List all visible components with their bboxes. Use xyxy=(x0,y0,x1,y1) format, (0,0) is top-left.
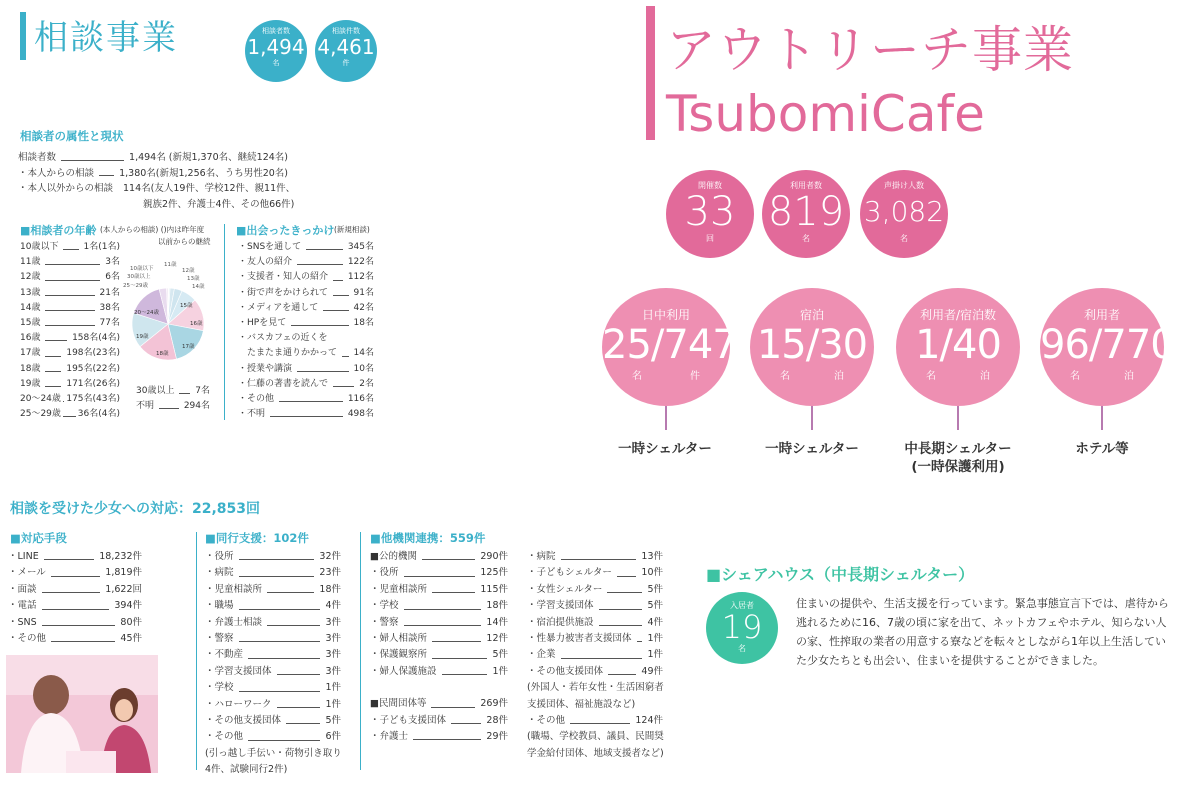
long-term-circle: 利用者/宿泊数 1/40 名 泊 xyxy=(896,288,1020,406)
trigger-row: ・その他 116名 xyxy=(238,394,374,405)
accompany-row: ・その他 6件 xyxy=(205,731,341,743)
consultation-photo xyxy=(6,655,158,773)
pie-label-14: 14歳 xyxy=(192,284,205,290)
trigger-row: ・バスカフェの近くを xyxy=(238,333,328,344)
means-row: ・電話 394件 xyxy=(8,600,142,612)
coop-row: ・企業 1件 xyxy=(527,649,663,661)
coop-row: ・警察 14件 xyxy=(370,616,508,628)
age-extra xyxy=(136,384,210,414)
accompany-row: ・不動産 3件 xyxy=(205,649,341,661)
accompany-row: ・児童相談所 18件 xyxy=(205,583,341,595)
trigger-row: ・不明 498名 xyxy=(238,409,374,420)
accompany-row: ・ハローワーク 1件 xyxy=(205,698,341,710)
means-row: ・その他 45件 xyxy=(8,633,142,645)
means-row: ・LINE 18,232件 xyxy=(8,551,142,562)
coop-list-right xyxy=(527,549,663,762)
connector-line xyxy=(1101,406,1103,430)
response-title: 相談を受けた少女への対応：22,853回 xyxy=(10,501,261,517)
means-row: ・SNS 80件 xyxy=(8,616,142,628)
coop-row: ・学校 18件 xyxy=(370,600,508,612)
coop-row: ・保護観察所 5件 xyxy=(370,649,508,661)
age-row: 25〜29歳 36名(4名) xyxy=(20,409,120,420)
coop-row: ・宿泊提供施設 4件 xyxy=(527,616,663,628)
attr-list xyxy=(18,150,296,212)
coop-list-left xyxy=(370,549,508,745)
age-row: 30歳以上 7名 xyxy=(136,386,210,396)
coop-row: ・学習支援団体 5件 xyxy=(527,600,663,612)
attr-row: 相談者数 1,494名 (新規1,370名、継続124名) xyxy=(18,152,288,163)
age-pie-chart xyxy=(120,258,220,378)
attr-title: 相談者の属性と現状 xyxy=(20,129,124,143)
means-list xyxy=(8,549,142,647)
pie-label-18: 18歳 xyxy=(156,351,169,357)
age-row: 13歳 21名 xyxy=(20,287,120,298)
trigger-row: ・HPを見て 18名 xyxy=(238,318,374,329)
accompany-list xyxy=(205,549,341,779)
divider xyxy=(224,224,225,420)
consult-stat-cases: 相談件数 4,461 件 xyxy=(315,20,377,82)
daytime-use-circle: 日中利用 25/747 名 件 xyxy=(602,288,730,406)
pie-label-13: 13歳 xyxy=(187,276,200,282)
age-row: 20〜24歳 175名(43名) xyxy=(20,394,120,405)
coop-note: 学金給付団体、地域支援者など) xyxy=(527,747,664,759)
pie-label-19: 19歳 xyxy=(136,334,149,340)
coop-title: ■他機関連携：559件 xyxy=(370,531,486,545)
pie-label-2024: 20〜24歳 xyxy=(134,310,159,316)
coop-row: ・その他支援団体 49件 xyxy=(527,665,663,677)
age-row: 16歳 158名(4名) xyxy=(20,333,120,344)
trigger-list xyxy=(238,240,374,422)
coop-row: ・弁護士 29件 xyxy=(370,731,508,743)
pie-label-30: 30歳以上 xyxy=(127,274,151,280)
outreach-stat-users: 利用者数 819 名 xyxy=(762,170,850,258)
age-row: 12歳 6名 xyxy=(20,272,120,283)
coop-row: ・婦人相談所 12件 xyxy=(370,633,508,645)
coop-row: ・役所 125件 xyxy=(370,567,508,579)
pie-label-17: 17歳 xyxy=(182,344,195,350)
coop-note: (外国人・若年女性・生活困窮者 xyxy=(527,682,664,694)
share-description: 住まいの提供や、生活支援を行っています。緊急事態宣言下では、虐待から逃れるために16、7歳の頃に家を出て、ネットカフェやホテル、知らない人の家、性搾取の業者の用意する寮などを転々としながら1年以上生活していた少女たちとも出会い、住まいを提供することができました。 xyxy=(796,597,1169,667)
coop-row: ・病院 13件 xyxy=(527,551,663,562)
accompany-row: ・病院 23件 xyxy=(205,567,341,579)
accompany-note: (引っ越し手伝い・荷物引き取り xyxy=(205,747,342,759)
outreach-subtitle: TsubomiCafe xyxy=(666,85,985,143)
age-row: 不明 294名 xyxy=(136,401,210,411)
coop-row: ・児童相談所 115件 xyxy=(370,583,508,595)
age-row: 19歳 171名(26名) xyxy=(20,378,120,389)
coop-row: ・子ども支援団体 28件 xyxy=(370,714,508,726)
trigger-row: ・メディアを通して 42名 xyxy=(238,302,374,313)
trigger-row: ・街で声をかけられて 91名 xyxy=(238,287,374,298)
outreach-title: アウトリーチ事業 xyxy=(666,21,1074,79)
hotel-circle: 利用者 96/770 名 泊 xyxy=(1040,288,1164,406)
connector-line xyxy=(957,406,959,430)
means-title: ■対応手段 xyxy=(10,531,67,545)
outreach-title-bar xyxy=(646,6,655,140)
age-row: 18歳 195名(22名) xyxy=(20,363,120,374)
age-row: 17歳 198名(23名) xyxy=(20,348,120,359)
coop-note: 支援団体、福祉施設など) xyxy=(527,698,636,710)
consult-stat-people: 相談者数 1,494 名 xyxy=(245,20,307,82)
age-row: 10歳以下 1名(1名) xyxy=(20,242,120,252)
age-list xyxy=(20,240,120,422)
share-residents-circle: 入居者 19 名 xyxy=(706,592,778,664)
trigger-row: ・支援者・知人の紹介 112名 xyxy=(238,272,374,283)
accompany-note: 4件、試験同行2件) xyxy=(205,764,288,776)
attr-row: 親族2件、弁護士4件、その他66件) xyxy=(143,198,295,210)
age-row: 15歳 77名 xyxy=(20,318,120,329)
age-title: ■相談者の年齢 xyxy=(20,224,97,237)
accompany-row: ・弁護士相談 3件 xyxy=(205,616,341,628)
shelter-tag: ホテル等 xyxy=(1075,441,1129,457)
pie-label-16: 16歳 xyxy=(190,321,203,327)
age-note: (本人からの相談) ()内は昨年度 xyxy=(100,225,205,234)
coop-row: ・その他 124件 xyxy=(527,715,663,727)
trigger-title: ■出会ったきっかけ xyxy=(236,224,335,237)
outreach-stat-contacts: 声掛け人数 3,082 名 xyxy=(860,170,948,258)
connector-line xyxy=(811,406,813,430)
pie-label-10: 10歳以下 xyxy=(130,266,154,272)
means-row: ・面談 1,622回 xyxy=(8,583,142,595)
divider xyxy=(196,532,197,770)
accompany-row: ・警察 3件 xyxy=(205,633,341,645)
coop-note: (職場、学校教員、議員、民間奨 xyxy=(527,731,664,743)
trigger-row: ・授業や講演 10名 xyxy=(238,363,374,374)
consult-title: 相談事業 xyxy=(34,18,178,58)
coop-row: ・女性シェルター 5件 xyxy=(527,583,663,595)
accompany-row: ・学校 1件 xyxy=(205,682,341,694)
coop-row: ・婦人保護施設 1件 xyxy=(370,665,508,677)
shelter-tag: 一時シェルター xyxy=(618,441,712,457)
coop-row: ・子どもシェルター 10件 xyxy=(527,567,663,579)
trigger-row: ・友人の紹介 122名 xyxy=(238,257,374,268)
pie-label-11: 11歳 xyxy=(164,262,177,268)
coop-row: ・性暴力被害者支援団体 1件 xyxy=(527,633,663,645)
attr-row: ・本人以外からの相談 114名(友人19件、学校12件、親11件、 xyxy=(18,183,296,194)
trigger-row: たまたま通りかかって 14名 xyxy=(238,348,374,359)
pie-label-12: 12歳 xyxy=(182,268,195,274)
coop-row: ■公的機関 290件 xyxy=(370,551,508,562)
accompany-row: ・その他支援団体 5件 xyxy=(205,715,341,727)
outreach-stat-sessions: 開催数 33 回 xyxy=(666,170,754,258)
shelter-tag: 中長期シェルター (一時保護利用) xyxy=(904,441,1012,475)
attr-row: ・本人からの相談 1,380名(新規1,256名、うち男性20名) xyxy=(18,167,288,179)
accompany-title: ■同行支援：102件 xyxy=(205,531,309,545)
shelter-tag: 一時シェルター xyxy=(765,441,859,457)
means-row: ・メール 1,819件 xyxy=(8,567,142,579)
trigger-row: ・仁藤の著書を読んで 2名 xyxy=(238,378,374,389)
share-title: ■シェアハウス（中長期シェルター） xyxy=(706,565,975,584)
accompany-row: ・役所 32件 xyxy=(205,551,341,562)
overnight-circle: 宿泊 15/30 名 泊 xyxy=(750,288,874,406)
divider xyxy=(360,532,361,770)
coop-row: ■民間団体等 269件 xyxy=(370,698,508,710)
consult-title-bar xyxy=(20,12,26,60)
trigger-note: (新規相談) xyxy=(334,225,370,234)
age-note2: 以前からの継続 xyxy=(158,237,211,246)
pie-label-25: 25〜29歳 xyxy=(123,283,148,289)
age-row: 11歳 3名 xyxy=(20,257,120,268)
age-row: 14歳 38名 xyxy=(20,302,120,313)
connector-line xyxy=(665,406,667,430)
trigger-row: ・SNSを通して 345名 xyxy=(238,242,374,252)
pie-label-15: 15歳 xyxy=(180,303,193,309)
accompany-row: ・職場 4件 xyxy=(205,600,341,612)
accompany-row: ・学習支援団体 3件 xyxy=(205,665,341,677)
